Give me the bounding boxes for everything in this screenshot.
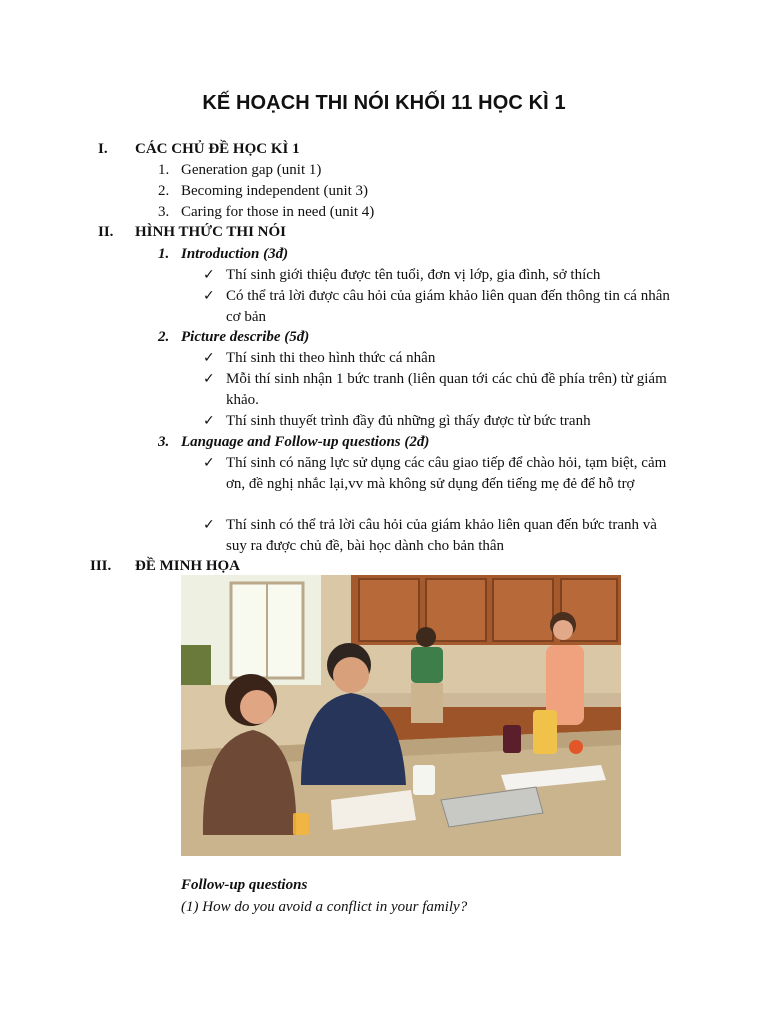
topic-item: Generation gap (unit 1)	[181, 162, 322, 178]
section-heading-format: HÌNH THỨC THI NÓI	[135, 224, 287, 240]
checkmark-icon: ✓	[203, 517, 215, 533]
part-title-language: Language and Follow-up questions (2đ)	[181, 434, 430, 450]
checkmark-icon: ✓	[203, 350, 215, 366]
criteria-item: Thí sinh có thể trả lời câu hỏi của giám khảo liên quan đến bức tranh và suy ra được chủ đề, bài học dành cho bản thân	[226, 517, 657, 554]
topic-item: Becoming independent (unit 3)	[181, 183, 369, 199]
criteria-item: Thí sinh có năng lực sử dụng các câu giao tiếp để chào hỏi, tạm biệt, cảm ơn, đề nghị nhắc lại,vv mà không sử dụng đến tiếng mẹ đẻ để hỗ trợ	[226, 455, 667, 492]
part-number: 3.	[158, 434, 170, 450]
part-number: 2.	[158, 329, 170, 345]
section-numeral-2: II.	[98, 224, 114, 240]
follow-up-heading: Follow-up questions	[181, 877, 308, 893]
topic-number: 2.	[158, 183, 170, 199]
section-numeral-1: I.	[98, 141, 108, 157]
topic-number: 1.	[158, 162, 170, 178]
part-title-picture: Picture describe (5đ)	[181, 329, 310, 345]
topic-item: Caring for those in need (unit 4)	[181, 204, 375, 220]
criteria-item: Thí sinh thi theo hình thức cá nhân	[226, 350, 436, 366]
follow-up-question: (1) How do you avoid a conflict in your family?	[181, 899, 468, 915]
topic-number: 3.	[158, 204, 170, 220]
page-title: KẾ HOẠCH THI NÓI KHỐI 11 HỌC KÌ 1	[202, 92, 566, 114]
part-number: 1.	[158, 246, 170, 262]
criteria-item: Thí sinh thuyết trình đầy đủ những gì thấy được từ bức tranh	[226, 413, 591, 429]
sample-picture	[181, 575, 621, 856]
checkmark-icon: ✓	[203, 371, 215, 387]
criteria-item: Mỗi thí sinh nhận 1 bức tranh (liên quan tới các chủ đề phía trên) từ giám khảo.	[226, 371, 667, 408]
criteria-item: Có thể trả lời được câu hỏi của giám khảo liên quan đến thông tin cá nhân cơ bản	[226, 288, 670, 325]
checkmark-icon: ✓	[203, 413, 215, 429]
part-title-introduction: Introduction (3đ)	[181, 246, 289, 262]
checkmark-icon: ✓	[203, 288, 215, 304]
checkmark-icon: ✓	[203, 267, 215, 283]
criteria-item: Thí sinh giới thiệu được tên tuổi, đơn vị lớp, gia đình, sở thích	[226, 267, 601, 283]
checkmark-icon: ✓	[203, 455, 215, 471]
section-heading-topics: CÁC CHỦ ĐỀ HỌC KÌ 1	[135, 141, 300, 157]
section-numeral-3: III.	[90, 558, 112, 574]
section-heading-sample: ĐỀ MINH HỌA	[135, 558, 240, 574]
